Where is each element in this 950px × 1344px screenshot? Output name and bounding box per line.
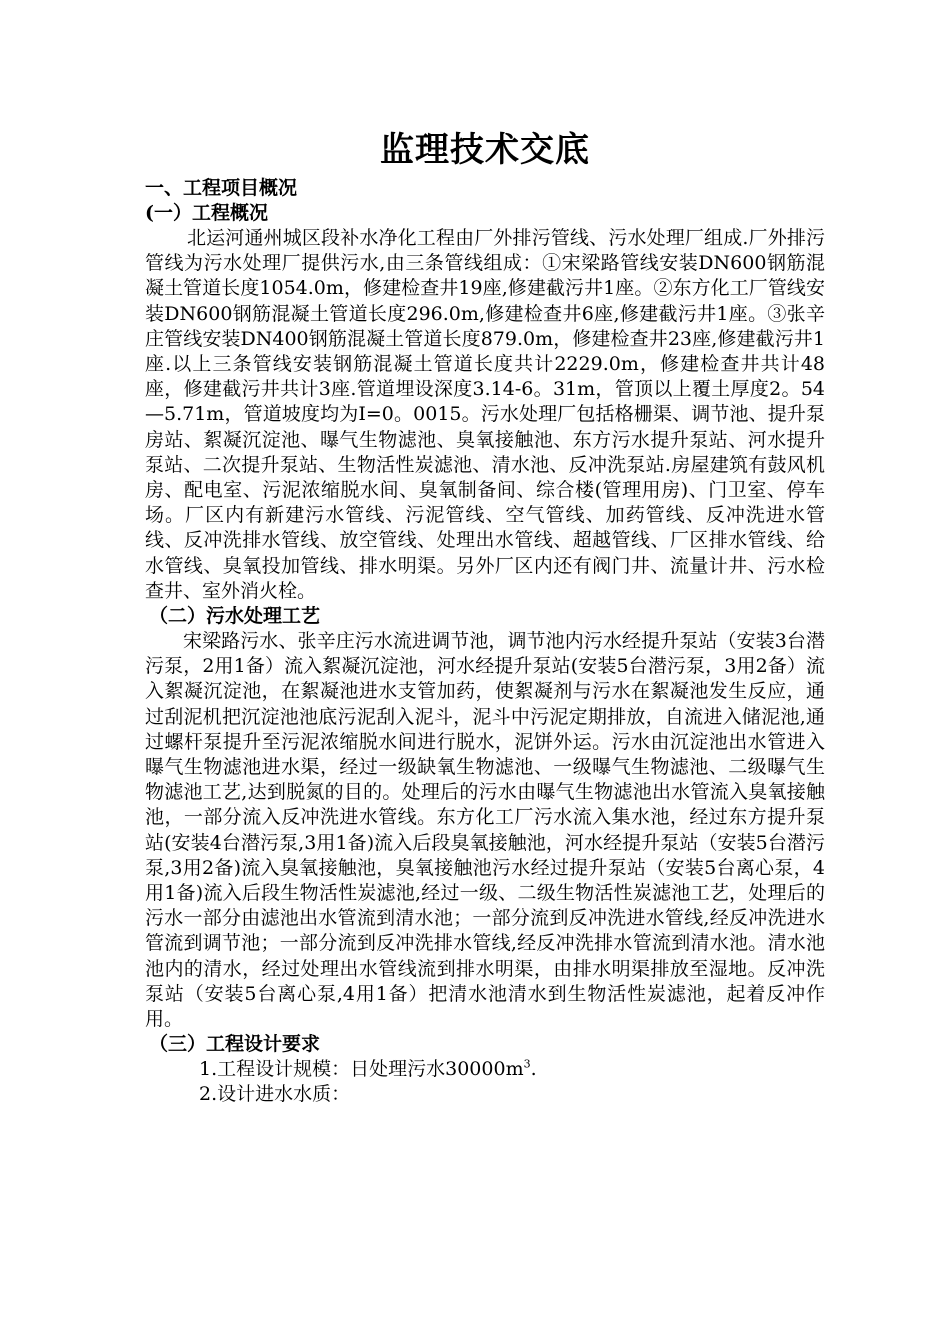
- design-item-scale-end: .: [530, 1058, 537, 1081]
- design-item-inflow-quality: 2.设计进水水质：: [199, 1083, 351, 1106]
- design-item-scale: [145, 1057, 825, 1082]
- paragraph-overview: 北运河通州城区段补水净化工程由厂外排污管线、污水处理厂组成.厂外排污管线为污水处理厂提供污水,由三条管线组成：①宋梁路管线安装DN600钢筋混凝土管道长度1054.0m，修建检查井19座,修建截污井1座。②东方化工厂管线安装DN600钢筋混凝土管道长度296.0m,修建检查井6座,修建截污井1座。③张辛庄管线安装DN400钢筋混凝土管道长度879.0m，修建检查井23座,修建截污井1座.以上三条管线安装钢筋混凝土管道长度共计2229.0m，修建检查井共计48座，修建截污井共计3座.管道埋设深度3.14-6。31m，管顶以上覆土厚度2。54—5.71m，管道坡度均为I=0。0015。污水处理厂包括格栅渠、调节池、提升泵房站、絮凝沉淀池、曝气生物滤池、臭氧接触池、东方污水提升泵站、河水提升泵站、二次提升泵站、生物活性炭滤池、清水池、反冲洗泵站.房屋建筑有鼓风机房、配电室、污泥浓缩脱水间、臭氧制备间、综合楼(管理用房)、门卫室、停车场。厂区内有新建污水管线、污泥管线、空气管线、加药管线、反冲洗进水管线、反冲洗排水管线、放空管线、处理出水管线、超越管线、厂区排水管线、给水管线、臭氧投加管线、排水明渠。另外厂区内还有阀门井、流量计井、污水检查井、室外消火栓。: [145, 227, 825, 602]
- superscript-cubic: 3: [523, 1057, 531, 1071]
- section-heading-project-overview: 一、工程项目概况: [145, 177, 298, 199]
- subsection-heading-process: （二）污水处理工艺: [149, 605, 321, 628]
- subsection-heading-design: （三）工程设计要求: [149, 1033, 321, 1056]
- document-content: [145, 128, 825, 1107]
- paragraph-process: 宋梁路污水、张辛庄污水流进调节池，调节池内污水经提升泵站（安装3台潜污泵，2用1备）流入絮凝沉淀池，河水经提升泵站(安装5台潜污泵，3用2备）流入絮凝沉淀池，在絮凝池进水支管加药，使絮凝剂与污水在絮凝池发生反应，通过刮泥机把沉淀池池底污泥刮入泥斗，泥斗中污泥定期排放，自流进入储泥池,通过螺杆泵提升至污泥浓缩脱水间进行脱水，泥饼外运。污水由沉淀池出水管进入曝气生物滤池进水渠，经过一级缺氧生物滤池、一级曝气生物滤池、二级曝气生物滤池工艺,达到脱氮的目的。处理后的污水由曝气生物滤池出水管流入臭氧接触池，一部分流入反冲洗进水管线。东方化工厂污水流入集水池，经过东方提升泵站(安装4台潜污泵,3用1备)流入后段臭氧接触池，河水经提升泵站（安装5台潜污泵,3用2备)流入臭氧接触池，臭氧接触池污水经过提升泵站（安装5台离心泵，4用1备)流入后段生物活性炭滤池,经过一级、二级生物活性炭滤池工艺，处理后的污水一部分由滤池出水管流到清水池；一部分流到反冲洗进水管线,经反冲洗进水管流到调节池；一部分流到反冲洗排水管线,经反冲洗排水管流到清水池。清水池池内的清水，经过处理出水管线流到排水明渠，由排水明渠排放至湿地。反冲洗泵站（安装5台离心泵,4用1备）把清水池清水到生物活性炭滤池，起着反冲作用。: [145, 630, 825, 1031]
- design-item-scale-text: 1.工程设计规模：日处理污水30000m: [199, 1058, 524, 1081]
- subsection-heading-overview: (一）工程概况: [145, 202, 268, 224]
- document-title: 监理技术交底: [380, 130, 590, 170]
